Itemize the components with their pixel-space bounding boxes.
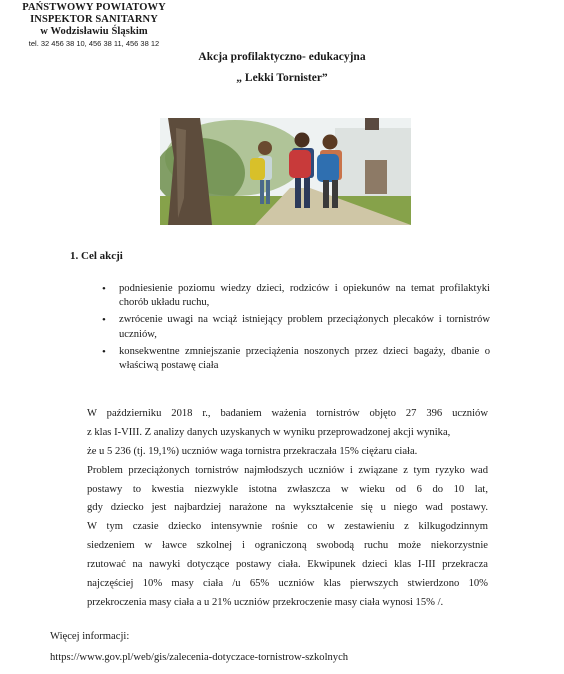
paragraph-line: siedzeniem w ławce szkolnej i ograniczoną swobodą ruchu może niekorzystnie — [87, 540, 488, 552]
campaign-name: „ Lekki Tornister” — [236, 72, 328, 84]
goals-list — [105, 282, 490, 376]
paragraph-line: przekroczenia masy ciała a u 21% uczniów przekroczenie masy ciała wynosi 15% /. — [87, 596, 444, 608]
paragraph-line: postawy to kwestia niezwykle istotna zwłaszcza w wieku od 6 do 10 lat, — [87, 483, 488, 495]
paragraph-line: Problem przeciążonych tornistrów najmłodszych uczniów i związane z tym ryzyko wad — [87, 464, 488, 476]
letterhead — [14, 2, 174, 49]
letterhead-line-1: PAŃSTWOWY POWIATOWY — [22, 2, 166, 13]
paragraph-line: rzutować na nawyki dotyczące postawy ciała. Ekwipunek dzieci klas I-III przekracza — [87, 559, 488, 571]
letterhead-phone: tel. 32 456 38 10, 456 38 11, 456 38 12 — [28, 39, 160, 48]
letterhead-line-3: w Wodzisławiu Śląskim — [40, 26, 148, 37]
paragraph-line: W tym czasie dziecko intensywnie rośnie co w zestawieniu z kilkugodzinnym — [87, 521, 488, 533]
paragraph-line: że u 5 236 (tj. 19,1%) uczniów waga tornistra przekraczała 15% ciężaru ciała. — [87, 445, 418, 457]
goal-item: • konsekwentne zmniejszanie przeciążenia noszonych przez dzieci bagaży, dbanie o właściwą postawę ciała — [105, 345, 490, 373]
paragraph-line: najczęściej 10% masy ciała /u 65% uczniów klas pierwszych stwierdzono 10% — [87, 578, 488, 590]
paragraph-line: W październiku 2018 r., badaniem ważenia tornistrów objęto 27 396 uczniów — [87, 408, 488, 419]
paragraph-line: z klas I-VIII. Z analizy danych uzyskanych w wyniku przeprowadzonej akcji wynika, — [87, 426, 451, 438]
document-title: Akcja profilaktyczno- edukacyjna — [198, 51, 366, 63]
goal-item: • podniesienie poziomu wiedzy dzieci, rodziców i opiekunów na temat profilaktyki chorób układu ruchu, — [105, 282, 490, 310]
letterhead-line-2: INSPEKTOR SANITARNY — [30, 14, 158, 25]
more-info-label: Więcej informacji: — [50, 631, 130, 642]
children-with-backpacks-photo — [160, 118, 411, 225]
goal-item: • zwrócenie uwagi na wciąż istniejący problem przeciążonych plecaków i tornistrów uczniów, — [105, 313, 490, 341]
body-paragraph — [87, 405, 488, 613]
more-info-link[interactable]: https://www.gov.pl/web/gis/zalecenia-dotyczace-tornistrow-szkolnych — [50, 652, 349, 663]
section-heading-goal: 1. Cel akcji — [70, 250, 123, 262]
paragraph-line: gdy dziecko jest najbardziej narażone na wykształcenie się u niego wad postawy. — [87, 502, 488, 514]
